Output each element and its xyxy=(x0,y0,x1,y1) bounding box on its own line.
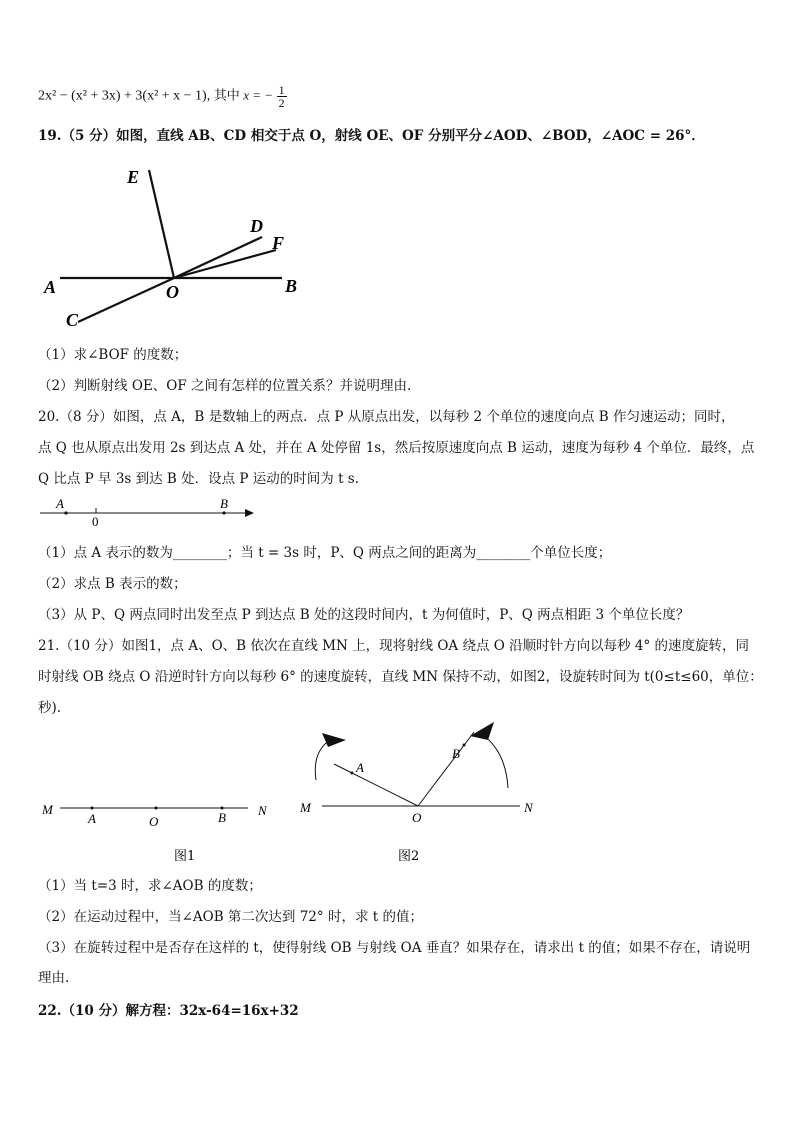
axis-label-zero: 0 xyxy=(92,514,99,529)
axis-label-B: B xyxy=(220,496,228,511)
q19-heading: 19.（5 分）如图，直线 AB、CD 相交于点 O，射线 OE、OF 分别平分∠AOD、∠BOD，∠AOC = 26°． xyxy=(38,128,705,144)
fig1-label-A: A xyxy=(88,811,96,826)
expression-x-equals: x = − xyxy=(243,87,274,103)
axis-label-A: A xyxy=(56,496,64,511)
label-F: F xyxy=(272,233,285,253)
ray-OB xyxy=(418,732,474,806)
q20-sub2: （2）求点 B 表示的数； xyxy=(38,576,187,592)
q20-sub1: （1）点 A 表示的数为________；当 t = 3s 时，P、Q 两点之间的距离为________个单位长度； xyxy=(38,545,612,561)
q21-line3: 秒). xyxy=(38,700,62,716)
rotation-arrow-A xyxy=(322,733,346,747)
rotation-arrow-B xyxy=(470,722,494,740)
q21-line1: 21.（10 分）如图1，点 A、O、B 依次在直线 MN 上，现将射线 OA 绕点 O 沿顺时针方向以每秒 4° 的速度旋转，同 xyxy=(38,638,750,654)
q20-line3: Q 比点 P 早 3s 到达 B 处．设点 P 运动的时间为 t s. xyxy=(38,471,360,487)
fig2-label-N: N xyxy=(524,800,533,815)
fig1-label-M: M xyxy=(42,802,53,817)
q22-heading: 22.（10 分）解方程：32x-64=16x+32 xyxy=(38,1003,299,1019)
q21-sub2: （2）在运动过程中，当∠AOB 第二次达到 72° 时，求 t 的值； xyxy=(38,909,423,925)
q19-sub1: （1）求∠BOF 的度数； xyxy=(38,347,188,363)
label-A: A xyxy=(44,277,57,297)
q21-line2: 时射线 OB 绕点 O 沿逆时针方向以每秒 6° 的速度旋转，直线 MN 保持不动，如图2，设旋转时间为 t(0≤t≤60，单位： xyxy=(38,669,763,685)
ray-OA xyxy=(334,764,418,806)
fraction-denominator: 2 xyxy=(278,96,285,110)
fig1-label-B: B xyxy=(218,810,226,825)
q20-sub3: （3）从 P、Q 两点同时出发至点 P 到达点 B 处的这段时间内，t 为何值时，P、Q 两点相距 3 个单位长度？ xyxy=(38,607,690,623)
point-A xyxy=(351,772,354,775)
expression-where: 其中 xyxy=(213,88,240,104)
q20-line2: 点 Q 也从原点出发用 2s 到达点 A 处，并在 A 处停留 1s，然后按原速度向点 B 运动，速度为每秒 4 个单位．最终，点 xyxy=(38,440,755,456)
fig2-caption: 图2 xyxy=(398,849,420,864)
fig1-caption: 图1 xyxy=(174,849,196,864)
fraction-numerator: 1 xyxy=(278,83,285,97)
rotation-arc-B xyxy=(482,734,508,788)
q21-sub3-line1: （3）在旋转过程中是否存在这样的 t，使得射线 OB 与射线 OA 垂直？如果存在，请求出 t 的值；如果不存在，请说明 xyxy=(38,940,751,956)
fig2-label-O: O xyxy=(412,810,422,825)
label-E: E xyxy=(127,167,140,187)
label-O: O xyxy=(166,282,179,302)
label-C: C xyxy=(66,310,79,330)
fig1-label-N: N xyxy=(258,803,267,818)
fig2-label-A: A xyxy=(356,760,364,775)
q21-sub1: （1）当 t=3 时，求∠AOB 的度数； xyxy=(38,878,262,894)
fig2-label-B: B xyxy=(452,746,460,761)
fig2-label-M: M xyxy=(300,800,311,815)
expression-poly: 2x² − (x² + 3x) + 3(x² + x − 1), xyxy=(38,88,211,104)
q20-line1: 20.（8 分）如图，点 A，B 是数轴上的两点．点 P 从原点出发，以每秒 2 个单位的速度向点 B 作匀速运动；同时， xyxy=(38,409,735,425)
label-B: B xyxy=(285,276,298,296)
q19-sub2: （2）判断射线 OE、OF 之间有怎样的位置关系？并说明理由. xyxy=(38,378,412,394)
q21-sub3-line2: 理由. xyxy=(38,970,70,986)
point-B xyxy=(463,744,466,747)
label-D: D xyxy=(250,216,263,236)
fig1-label-O: O xyxy=(149,814,159,829)
